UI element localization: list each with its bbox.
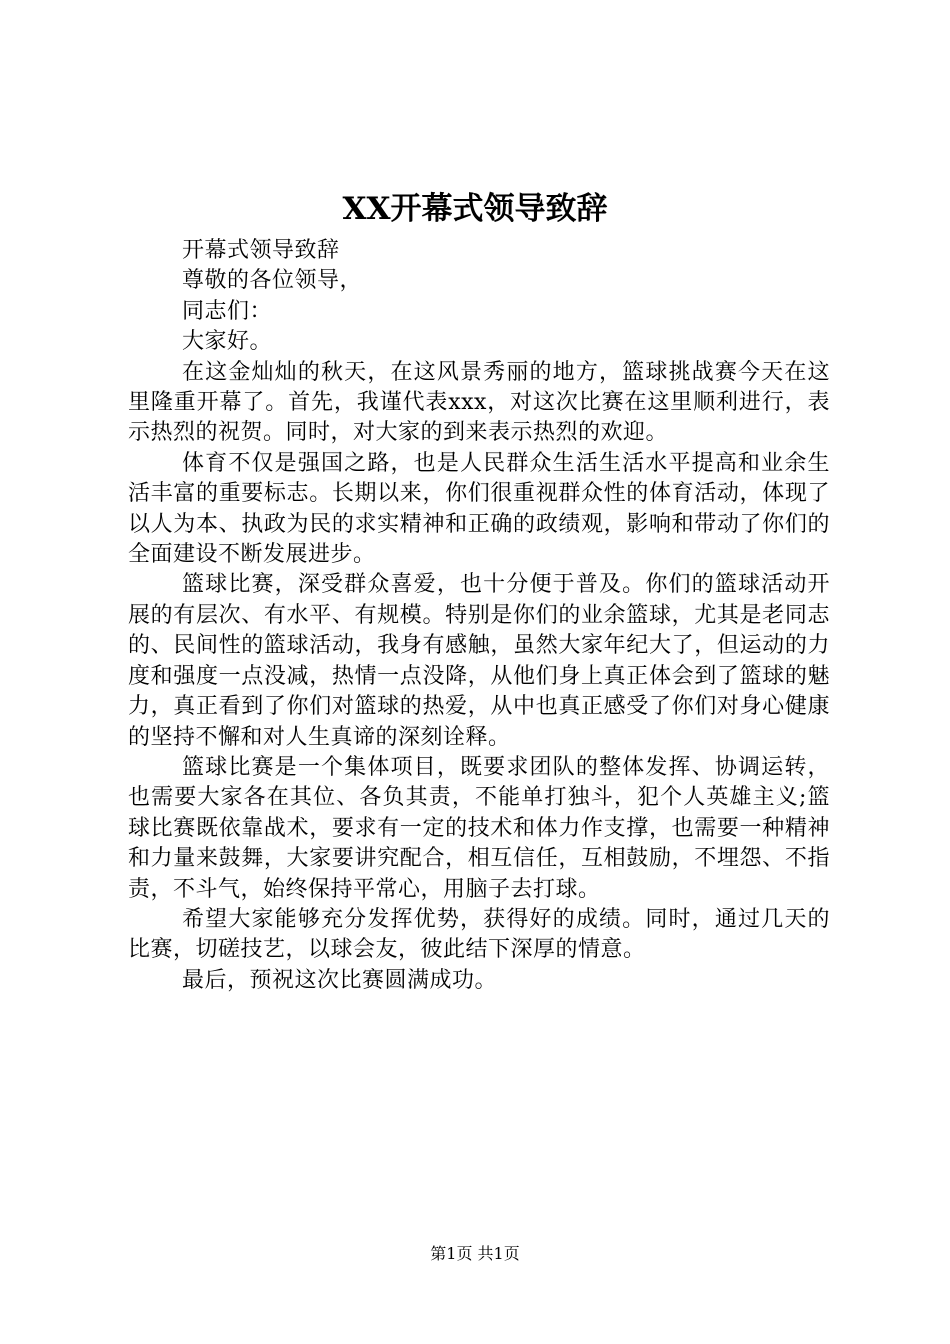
paragraph-opening: 在这金灿灿的秋天，在这风景秀丽的地方，篮球挑战赛今天在这里隆重开幕了。首先，我谨代表xxx，对这次比赛在这里顺利进行，表示热烈的祝贺。同时，对大家的到来表示热烈的欢迎。 (128, 359, 830, 446)
paragraph-sports: 体育不仅是强国之路，也是人民群众生活生活水平提高和业余生活丰富的重要标志。长期以来，你们很重视群众性的体育活动，体现了以人为本、执政为民的求实精神和正确的政绩观，影响和带动了你们的全面建设不断发展进步。 (128, 450, 830, 568)
paragraph-heading: 开幕式领导致辞 (182, 238, 340, 263)
paragraph-closing: 最后，预祝这次比赛圆满成功。 (182, 967, 498, 993)
paragraph-hopes: 希望大家能够充分发挥优势，获得好的成绩。同时，通过几天的比赛，切磋技艺，以球会友，彼此结下深厚的情意。 (128, 906, 830, 963)
document-body (128, 236, 830, 996)
paragraph-address: 同志们： (182, 298, 273, 324)
paragraph-basketball-popularity: 篮球比赛，深受群众喜爱，也十分便于普及。你们的篮球活动开展的有层次、有水平、有规模。特别是你们的业余篮球，尤其是老同志的、民间性的篮球活动，我身有感触，虽然大家年纪大了，但运动的力度和强度一点没减，热情一点没降，从他们身上真正体会到了篮球的魅力，真正看到了你们对篮球的热爱，从中也真正感受了你们对身心健康的坚持不懈和对人生真谛的深刻诠释。 (128, 572, 830, 750)
paragraph-salutation: 尊敬的各位领导， (182, 268, 363, 294)
paragraph-greeting: 大家好。 (182, 329, 273, 355)
paragraph-teamwork: 篮球比赛是一个集体项目，既要求团队的整体发挥、协调运转，也需要大家各在其位、各负其责，不能单打独斗，犯个人英雄主义;篮球比赛既依靠战术，要求有一定的技术和体力作支撑，也需要一种精神和力量来鼓舞，大家要讲究配合，相互信任，互相鼓励，不埋怨、不指责，不斗气，始终保持平常心，用脑子去打球。 (128, 754, 830, 902)
document-title: XX开幕式领导致辞 (342, 191, 608, 227)
page-footer: 第1页 共1页 (430, 1244, 520, 1263)
